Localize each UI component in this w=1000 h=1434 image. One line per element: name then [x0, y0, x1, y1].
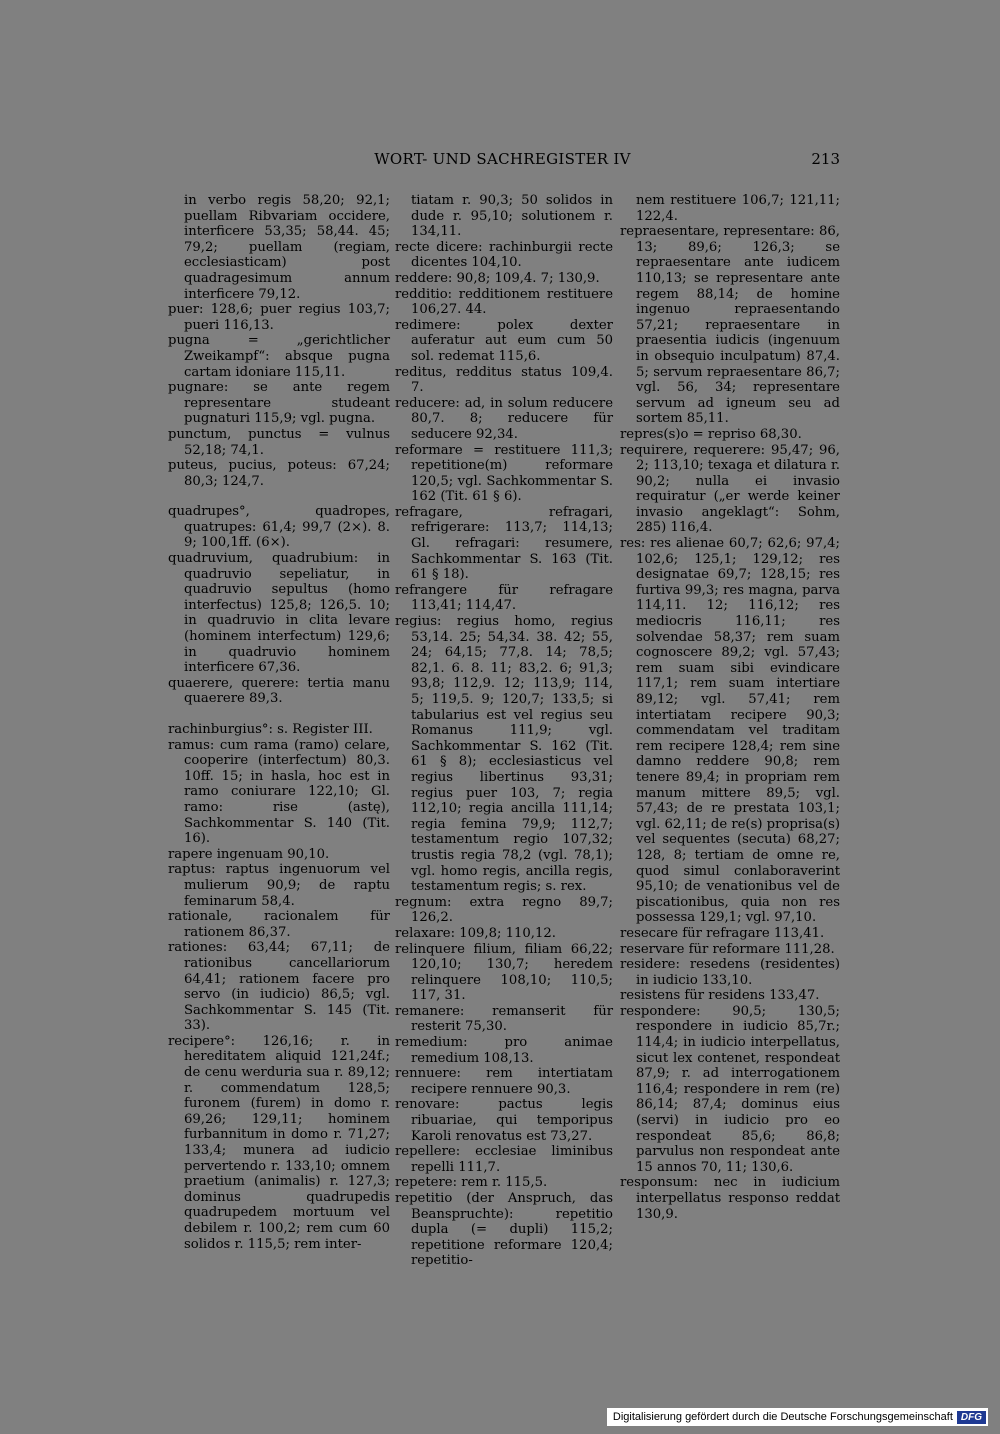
- index-entry: rennuere: rem intertiatam recipere rennuere 90,3.: [395, 1066, 613, 1097]
- index-entry: puer: 128,6; puer regius 103,7; pueri 116,13.: [168, 302, 390, 333]
- index-entry: puteus, pucius, poteus: 67,24; 80,3; 124,7.: [168, 458, 390, 489]
- funding-notice: Digitalisierung gefördert durch die Deutsche Forschungsgemeinschaft: [612, 1411, 953, 1423]
- index-entry: pugna = „gerichtlicher Zweikampf“: absque pugna cartam idoniare 115,11.: [168, 333, 390, 380]
- index-entry: quaerere, querere: tertia manu quaerere 89,3.: [168, 675, 390, 707]
- index-entry: recte dicere: rachinburgii recte dicentes 104,10.: [395, 239, 613, 271]
- index-entry: pugnare: se ante regem representare studeant pugnaturi 115,9; vgl. pugna.: [168, 380, 390, 427]
- index-column-3: [620, 193, 840, 1222]
- index-entry: rationes: 63,44; 67,11; de rationibus cancellariorum 64,41; rationem facere pro servo (in iudicio) 86,5; vgl. Sachkommentar S. 145 (Tit. 33).: [168, 940, 390, 1034]
- index-entry: respondere: 90,5; 130,5; respondere in iudicio 85,7r.; 114,4; in iudicio interpellatus, sicut lex contenet, respondeat 87,9; r. ad interrogationem 116,4; respondere in rem (re) 86,14; 87,4; dominus eius (servi) in iudicio pro eo respondeat 85,6; 86,8; parvulus non respondeat ante 15 annos 70, 11; 130,6.: [620, 1003, 840, 1175]
- index-entry: residere: resedens (residentes) in iudicio 133,10.: [620, 957, 840, 988]
- index-entry: rapere ingenuam 90,10.: [168, 846, 330, 862]
- index-entry: res: res alienae 60,7; 62,6; 97,4; 102,6; 125,1; 129,12; res designatae 69,7; 128,15; res furtiva 99,3; res magna, parva 114,11. 12; 116,12; res mediocris 116,11; res solvendae 58,37; rem suam cognoscere 89,2; vgl. 57,43; rem suam sibi evindicare 117,1; rem suam intertiare 89,12; vgl. 57,41; rem intertiatam recipere 90,3; commendatam vel traditam rem recipere 128,4; rem sine damno reddere 90,8; rem tenere 89,4; in propriam rem manum mittere 89,5; vgl. 57,43; de re prestata 103,1; vgl. 62,11; de re(s) proprisa(s) vel sequentes (secuta) 68,27; 128, 8; tertiam de omne re, quod simul conlaboraverint 95,10; de venationibus vel de piscationibus, quia non res possessa 129,1; vgl. 97,10.: [620, 536, 841, 926]
- index-entry: reservare für reformare 111,28.: [620, 941, 835, 957]
- index-entry: responsum: nec in iudicium interpellatus responso reddat 130,9.: [620, 1175, 840, 1222]
- index-entry: regius: regius homo, regius 53,14. 25; 54,34. 38. 42; 55, 24; 64,15; 77,8. 14; 78,5; 82,1. 6. 8. 11; 83,2. 6; 91,3; 93,8; 112,9. 12; 113,9; 114, 5; 119,5. 9; 120,7; 133,5; si tabularius est vel regius seu Romanus 111,9; vgl. Sachkommentar S. 162 (Tit. 61 § 8); ecclesiasticus vel regius libertinus 93,31; regius puer 103, 7; regia 112,10; regia ancilla 111,14; regia femina 79,9; 112,7; testamentum regio 107,32; trustis regia 78,2 (vgl. 78,1); vgl. homo regis, ancilla regis, testamentum regis; s. rex.: [395, 614, 613, 895]
- index-entry: reducere: ad, in solum reducere 80,7. 8; reducere für seducere 92,34.: [395, 395, 613, 442]
- index-entry: remedium: pro animae remedium 108,13.: [395, 1035, 613, 1066]
- index-entry: remanere: remanserit für resterit 75,30.: [395, 1003, 613, 1035]
- index-entry: repellere: ecclesiae liminibus repelli 111,7.: [395, 1144, 613, 1175]
- index-entry: redimere: polex dexter auferatur aut eum cum 50 sol. redemat 115,6.: [395, 317, 613, 364]
- index-entry: tiatam r. 90,3; 50 solidos in dude r. 95,10; solutionem r. 134,11.: [411, 193, 613, 240]
- page-number: 213: [811, 150, 840, 168]
- index-entry: renovare: pactus legis ribuariae, qui temporipus Karoli renovatus est 73,27.: [395, 1097, 613, 1144]
- index-entry: resistens für residens 133,47.: [620, 988, 820, 1004]
- index-entry: ramus: cum rama (ramo) celare, cooperire (interfectum) 80,3. 10ff. 15; in hasla, hoc est in ramo coniurare 122,10; Gl. ramo: rise (astę), Sachkommentar S. 140 (Tit. 16).: [168, 737, 390, 847]
- index-entry: requirere, requerere: 95,47; 96, 2; 113,10; texaga et dilatura r. 90,2; nulla ei invasio requiratur („er werde keiner invasio angeklagt“: Sohm, 285) 116,4.: [620, 442, 840, 536]
- running-title: WORT- UND SACHREGISTER IV: [374, 150, 631, 168]
- index-entry: reformare = restituere 111,3; repetitione(m) reformare 120,5; vgl. Sachkommentar S. 162 (Tit. 61 § 6).: [395, 442, 613, 505]
- index-entry: repetitio (der Anspruch, das Beanspruchte): repetitio dupla (= dupli) 115,2; repetitione reformare 120,4; repetitio-: [395, 1191, 613, 1269]
- index-entry: raptus: raptus ingenuorum vel mulierum 90,9; de raptu feminarum 58,4.: [168, 862, 390, 909]
- index-entry: repres(s)o = repriso 68,30.: [620, 426, 802, 442]
- index-entry: in verbo regis 58,20; 92,1; puellam Ribvariam occidere, interficere 53,35; 58,44. 45; 79,2; puellam (regiam, ecclesiasticam) post quadragesimum annum interficere 79,12.: [184, 193, 390, 302]
- dfg-funding-banner[interactable]: [607, 1408, 988, 1426]
- index-entry: quadrupes°, quadropes, quatrupes: 61,4; 99,7 (2×). 8. 9; 100,1ff. (6×).: [168, 504, 390, 551]
- index-entry: punctum, punctus = vulnus 52,18; 74,1.: [168, 426, 390, 458]
- index-entry: rachinburgius°: s. Register III.: [168, 722, 373, 737]
- page-header: [165, 150, 840, 172]
- index-entry: nem restituere 106,7; 121,11; 122,4.: [636, 193, 840, 224]
- index-entry: regnum: extra regno 89,7; 126,2.: [395, 894, 613, 926]
- index-entry: redditio: redditionem restituere 106,27. 44.: [395, 286, 613, 318]
- index-entry: reddere: 90,8; 109,4. 7; 130,9.: [395, 270, 600, 286]
- index-entry: relaxare: 109,8; 110,12.: [395, 925, 556, 941]
- index-entry: resecare für refragare 113,41.: [620, 925, 825, 941]
- index-column-1: [168, 193, 390, 1252]
- index-entry: quadruvium, quadrubium: in quadruvio sepeliatur, in quadruvio sepultus (homo interfectus) 125,8; 126,5. 10; in quadruvio in clita levare (hominem interfectum) 129,6; in quadruvio hominem interficere 67,36.: [168, 551, 390, 676]
- index-entry: recipere°: 126,16; r. in hereditatem aliquid 121,24f.; de cenu werduria sua r. 89,12; r. commendatum 128,5; furonem (furem) in domo r. 69,26; 129,11; hominem furbannitum in domo r. 71,27; 133,4; munera ad iudicio pervertendo r. 133,10; omnem praetium (animalis) r. 127,3; dominus quadrupedis quadrupedem mortuum vel debilem r. 100,2; rem cum 60 solidos r. 115,5; rem inter-: [168, 1033, 390, 1252]
- index-entry: relinquere filium, filiam 66,22; 120,10; 130,7; heredem relinquere 108,10; 110,5; 117, 31.: [395, 941, 613, 1004]
- index-entry: reditus, redditus status 109,4. 7.: [395, 364, 613, 396]
- index-column-2: [395, 193, 613, 1269]
- index-entry: refrangere für refragare 113,41; 114,47.: [395, 582, 613, 614]
- index-entry: refragare, refragari, refrigerare: 113,7; 114,13; Gl. refragari: resumere, Sachkommentar S. 163 (Tit. 61 § 18).: [395, 504, 613, 583]
- dfg-logo: DFG: [957, 1411, 986, 1424]
- index-entry: repraesentare, representare: 86, 13; 89,6; 126,3; se repraesentare ante iudicem 110,13; se representare ante regem 88,14; de homine ingenuo repraesentando 57,21; repraesentare in praesentia iudicis (ingenuum in obsequio inculpatum) 87,4. 5; servum repraesentare 86,7; vgl. 56, 34; representare servum ad igneum seu ad sortem 85,11.: [620, 224, 840, 427]
- index-entry: repetere: rem r. 115,5.: [395, 1175, 548, 1191]
- index-entry: rationale, racionalem für rationem 86,37.: [168, 909, 390, 940]
